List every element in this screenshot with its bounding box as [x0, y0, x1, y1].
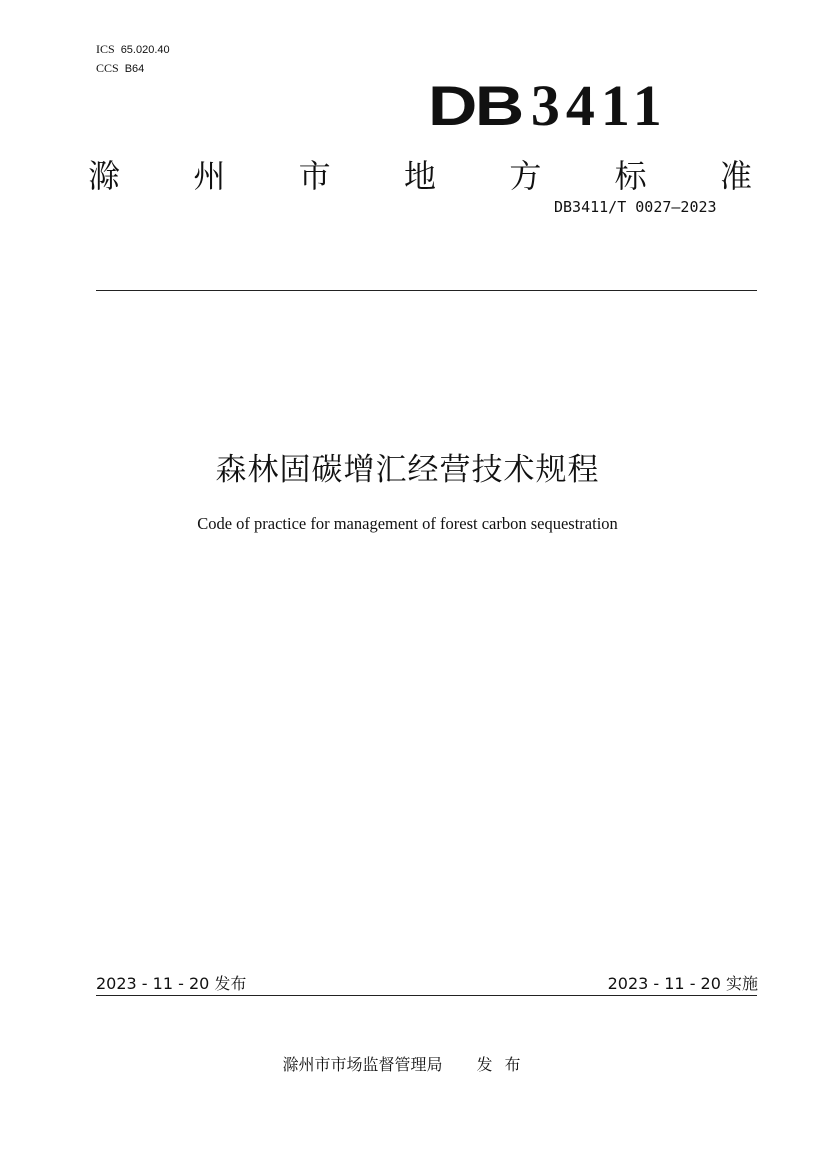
ccs-code: B64 — [124, 63, 145, 75]
ics-label: ICS — [96, 42, 115, 56]
standard-type-char: 滁 — [88, 157, 121, 195]
issuer-line — [0, 1052, 815, 1075]
ics-code: 65.020.40 — [120, 44, 170, 56]
standard-type-char: 市 — [298, 157, 331, 195]
standard-type-heading — [88, 156, 752, 196]
standard-number: DB3411/T 0027—2023 — [554, 198, 717, 216]
issuer-action: 发布 — [476, 1055, 533, 1074]
standard-type-char: 方 — [509, 157, 542, 195]
standard-type-char: 准 — [719, 157, 752, 195]
standard-type-char: 州 — [193, 157, 226, 195]
standard-type-char: 标 — [614, 157, 647, 195]
ics-line — [96, 42, 170, 57]
standard-type-char: 地 — [403, 157, 436, 195]
title-chinese: 森林固碳增汇经营技术规程 — [215, 452, 600, 488]
top-divider — [96, 290, 757, 291]
issuer-name: 滁州市市场监督管理局 — [282, 1055, 443, 1074]
db-logo-letters: DB — [428, 74, 522, 137]
db-logo — [428, 70, 668, 138]
implementation-date: 2023 - 11 - 20 实施 — [607, 974, 758, 993]
title-english: Code of practice for management of forest carbon sequestration — [197, 514, 618, 533]
ccs-label: CCS — [96, 61, 119, 75]
bottom-divider — [96, 995, 757, 996]
ccs-line — [96, 61, 144, 76]
release-date: 2023 - 11 - 20 发布 — [96, 974, 247, 993]
db-logo-number: 3411 — [530, 73, 668, 138]
